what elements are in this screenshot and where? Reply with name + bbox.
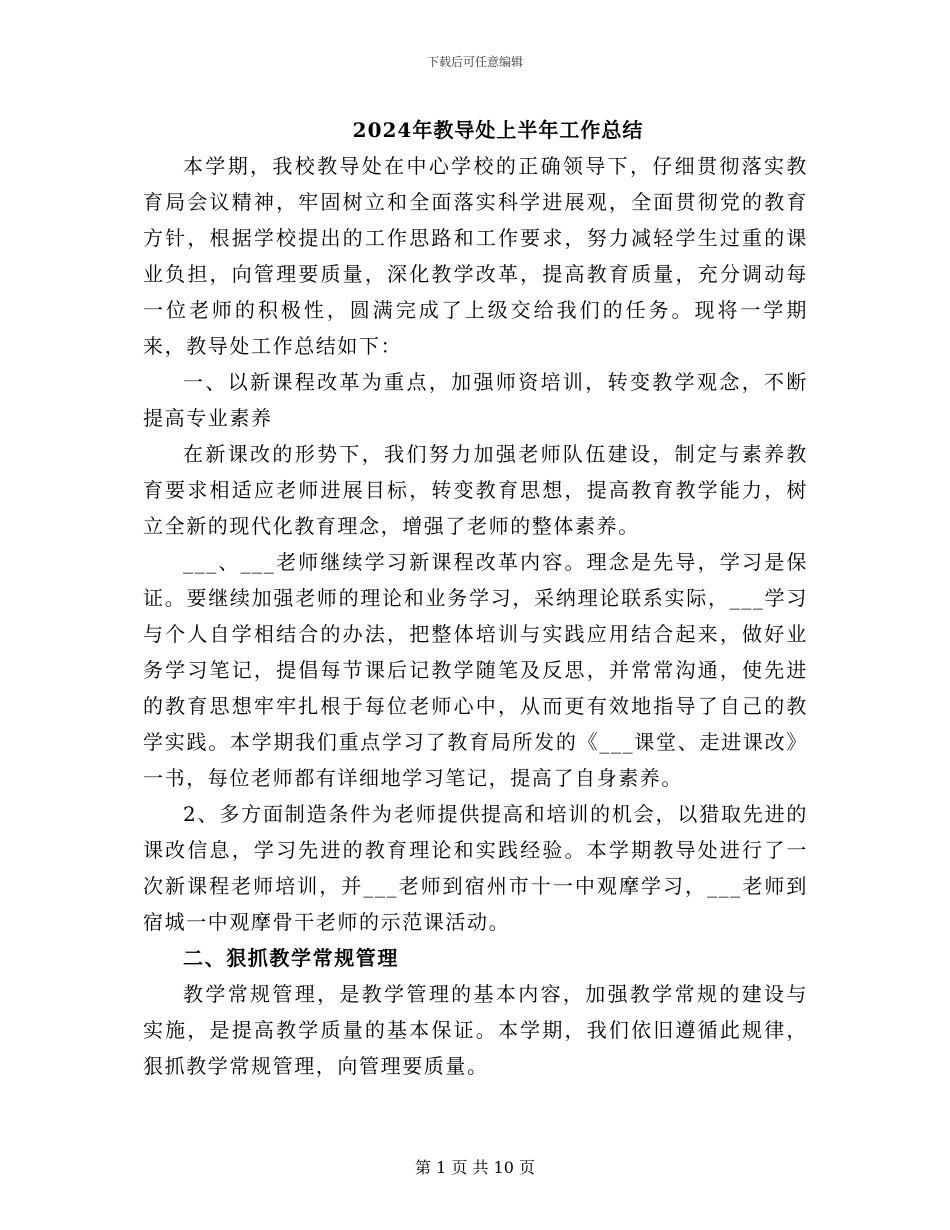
section2-paragraph: 教学常规管理，是教学管理的基本内容，加强教学常规的建设与实施，是提高教学质量的基本保证。本学期，我们依旧遵循此规律，狠抓教学常规管理，向管理要质量。 [143, 982, 808, 1078]
intro-paragraph: 本学期，我校教导处在中心学校的正确领导下，仔细贯彻落实教育局会议精神，牢固树立和全面落实科学进展观，全面贯彻党的教育方针，根据学校提出的工作思路和工作要求，努力减轻学生过重的课业负担，向管理要质量，深化教学改革，提高教育质量，充分调动每一位老师的积极性，圆满完成了上级交给我们的任务。现将一学期来，教导处工作总结如下： [143, 154, 808, 358]
section1-item2-paragraph: 2、多方面制造条件为老师提供提高和培训的机会，以猎取先进的课改信息，学习先进的教育理论和实践经验。本学期教导处进行了一次新课程老师培训，并___老师到宿州市十一中观摩学习，___老师到宿城一中观摩骨干老师的示范课活动。 [143, 802, 808, 934]
document-body [143, 148, 808, 1084]
section1-intro-paragraph: 在新课改的形势下，我们努力加强老师队伍建设，制定与素养教育要求相适应老师进展目标，转变教育思想，提高教育教学能力，树立全新的现代化教育理念，增强了老师的整体素养。 [143, 442, 808, 538]
section2-heading: 二、狠抓教学常规管理 [183, 946, 399, 970]
header-note: 下载后可任意编辑 [426, 55, 523, 69]
page-number: 第 1 页 共 10 页 [415, 1158, 535, 1177]
document-title: 2024年教导处上半年工作总结 [352, 118, 644, 142]
section1-heading: 一、以新课程改革为重点，加强师资培训，转变教学观念，不断提高专业素养 [143, 370, 808, 430]
section1-item1-paragraph: ___、___老师继续学习新课程改革内容。理念是先导，学习是保证。要继续加强老师的理论和业务学习，采纳理论联系实际，___学习与个人自学相结合的办法，把整体培训与实践应用结合起来，做好业务学习笔记，提倡每节课后记教学随笔及反思，并常常沟通，使先进的教育思想牢牢扎根于每位老师心中，从而更有效地指导了自己的教学实践。本学期我们重点学习了教育局所发的《___课堂、走进课改》一书，每位老师都有详细地学习笔记，提高了自身素养。 [143, 550, 808, 790]
